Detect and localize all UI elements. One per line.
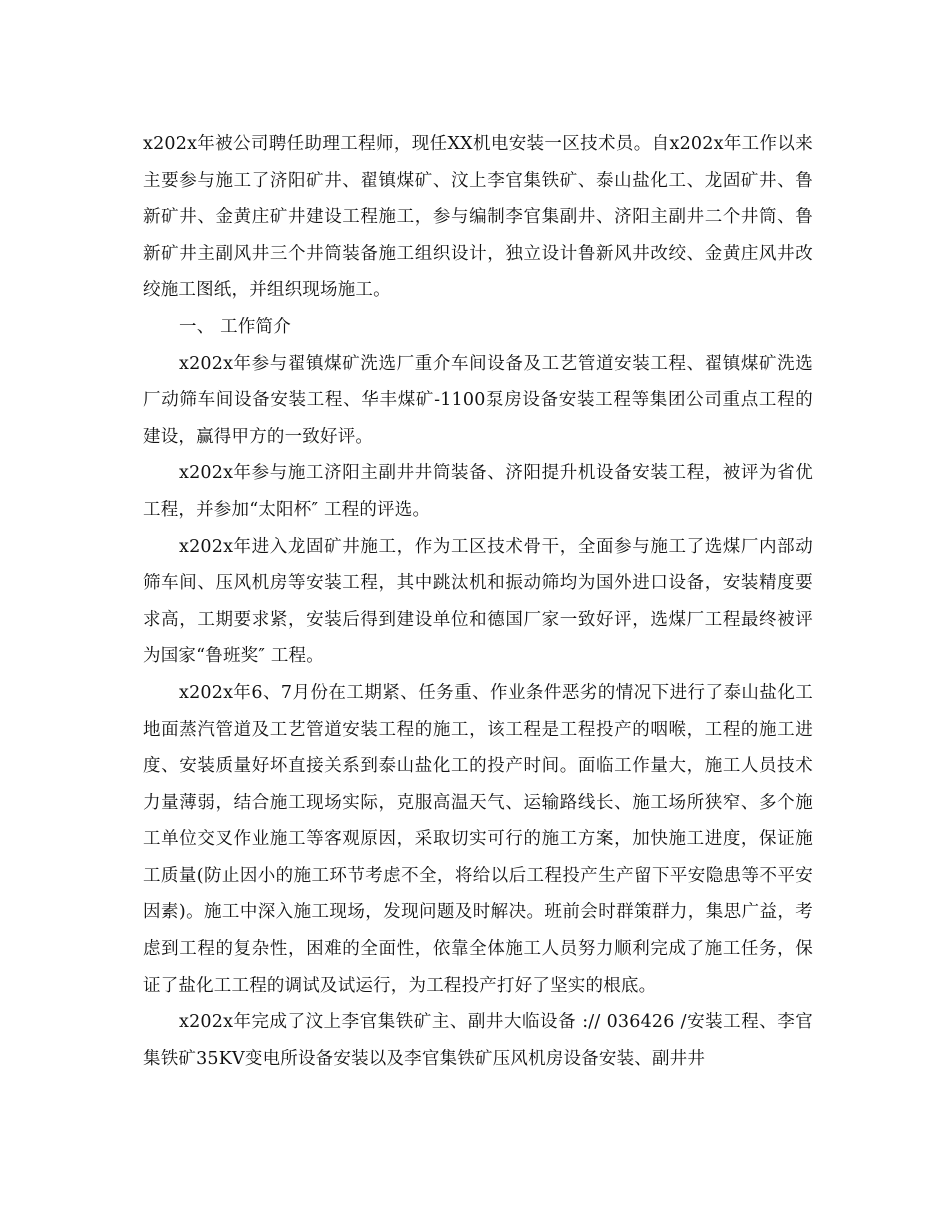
body-paragraph: x202x年6、7月份在工期紧、任务重、作业条件恶劣的情况下进行了泰山盐化工地面蒸汽管道及工艺管道安装工程的施工，该工程是工程投产的咽喉，工程的施工进度、安装质量好坏直接关系到泰山盐化工的投产时间。面临工作量大，施工人员技术力量薄弱，结合施工现场实际，克服高温天气、运输路线长、施工场所狭窄、多个施工单位交叉作业施工等客观原因，采取切实可行的施工方案，加快施工进度，保证施工质量(防止因小的施工环节考虑不全，将给以后工程投产生产留下平安隐患等不平安因素)。施工中深入施工现场，发现问题及时解决。班前会时群策群力，集思广益，考虑到工程的复杂性，困难的全面性，依靠全体施工人员努力顺利完成了施工任务，保证了盐化工工程的调试及试运行，为工程投产打好了坚实的根底。 bbox=[143, 682, 813, 996]
intro-paragraph: x202x年被公司聘任助理工程师，现任XX机电安装一区技术员。自x202x年工作以来主要参与施工了济阳矿井、翟镇煤矿、汶上李官集铁矿、泰山盐化工、龙固矿井、鲁新矿井、金黄庄矿井建设工程施工，参与编制李官集副井、济阳主副井二个井筒、鲁新矿井主副风井三个井筒装备施工组织设计，独立设计鲁新风井改绞、金黄庄风井改绞施工图纸，并组织现场施工。 bbox=[143, 134, 813, 301]
section-heading: 一、 工作简介 bbox=[179, 316, 291, 337]
body-paragraph: x202x年完成了汶上李官集铁矿主、副井大临设备 :// 036426 /安装工程、李官集铁矿35KV变电所设备安装以及李官集铁矿压风机房设备安装、副井井 bbox=[143, 1012, 813, 1069]
body-paragraph: x202x年参与翟镇煤矿洗选厂重介车间设备及工艺管道安装工程、翟镇煤矿洗选厂动筛车间设备安装工程、华丰煤矿-1100泵房设备安装工程等集团公司重点工程的建设，赢得甲方的一致好评。 bbox=[143, 353, 813, 447]
body-paragraph: x202x年参与施工济阳主副井井筒装备、济阳提升机设备安装工程，被评为省优工程，并参加“太阳杯″ 工程的评选。 bbox=[143, 463, 813, 520]
body-paragraph: x202x年进入龙固矿井施工，作为工区技术骨干，全面参与施工了选煤厂内部动筛车间、压风机房等安装工程，其中跳汰机和振动筛均为国外进口设备，安装精度要求高，工期要求紧，安装后得到建设单位和德国厂家一致好评，选煤厂工程最终被评为国家“鲁班奖″ 工程。 bbox=[143, 536, 813, 667]
document-body bbox=[143, 126, 813, 1077]
